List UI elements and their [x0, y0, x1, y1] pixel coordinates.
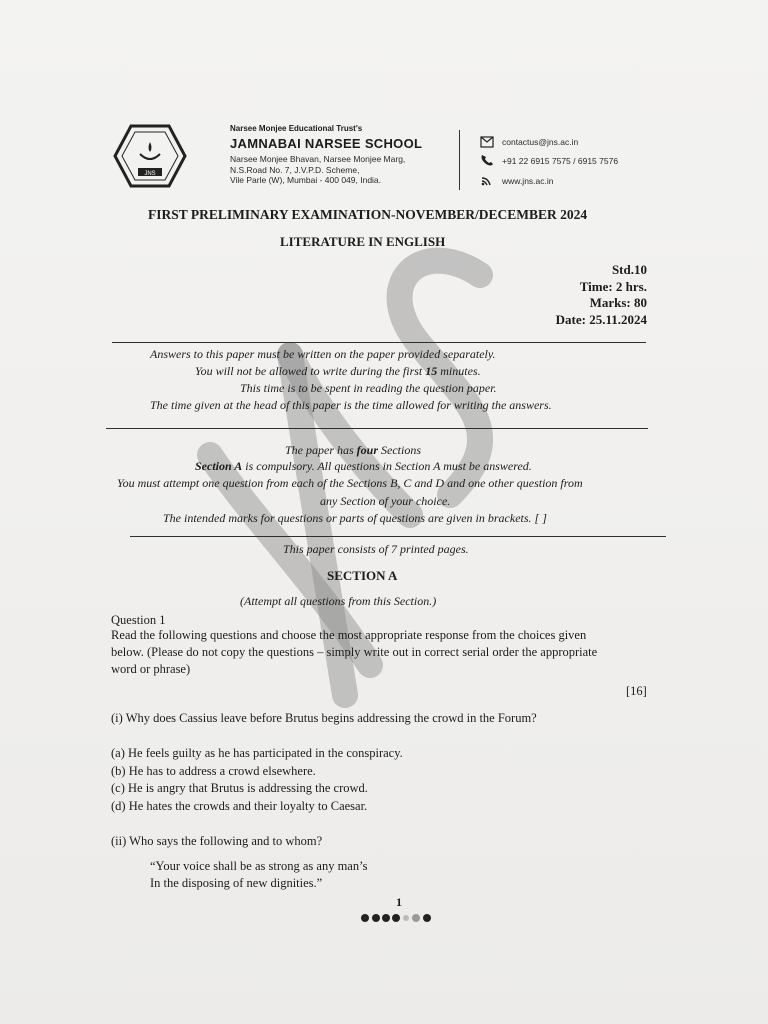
instruction-emphasis: 15 [425, 364, 438, 378]
instruction-line: Answers to this paper must be written on the paper provided separately. [150, 347, 496, 361]
trust-name: Narsee Monjee Educational Trust's [230, 124, 363, 133]
contact-phone: +91 22 6915 7575 / 6915 7576 [502, 156, 619, 166]
instruction-text: You will not be allowed to write during the first [195, 364, 426, 378]
sections-note [285, 443, 421, 458]
contact-email[interactable]: contactus@jns.ac.in [502, 137, 579, 147]
sections-note-emphasis: four [356, 443, 379, 457]
exam-marks: Marks: 80 [589, 295, 647, 310]
question-instruction: below. (Please do not copy the questions – simply write out in correct serial order the appropriate [111, 645, 598, 659]
subquestion-prompt: (i) Why does Cassius leave before Brutus begins addressing the crowd in the Forum? [111, 711, 537, 725]
divider [130, 536, 666, 537]
section-instruction: (Attempt all questions from this Section.) [240, 594, 437, 608]
address-line-3: Vile Parle (W), Mumbai - 400 049, India. [230, 175, 382, 185]
address-line-1: Narsee Monjee Bhavan, Narsee Monjee Marg, [230, 154, 406, 164]
answer-option: (d) He hates the crowds and their loyalty to Caesar. [111, 799, 368, 813]
logo-mark-text: JNS [144, 171, 156, 177]
instruction-line: This time is to be spent in reading the question paper. [240, 381, 497, 395]
sections-note-text: The paper has [285, 443, 357, 457]
web-icon [480, 174, 494, 186]
answer-option: (a) He feels guilty as he has participated in the conspiracy. [111, 746, 403, 760]
question-marks: [16] [626, 684, 647, 698]
header-divider [459, 130, 460, 190]
phone-icon [480, 154, 494, 166]
exam-date: Date: 25.11.2024 [555, 312, 647, 327]
divider [106, 428, 648, 429]
choice-note: You must attempt one question from each of the Sections B, C and D and one other question from [117, 476, 583, 490]
school-logo [113, 124, 187, 188]
marks-note: The intended marks for questions or parts of questions are given in brackets. [ ] [163, 511, 547, 525]
section-a-emphasis: Section A [195, 459, 243, 473]
quote-line: “Your voice shall be as strong as any man’s [150, 859, 368, 873]
question-instruction: word or phrase) [111, 662, 191, 676]
mail-icon [480, 136, 494, 148]
section-a-text: is compulsory. All questions in Section A must be answered. [242, 459, 532, 473]
exam-subject: LITERATURE IN ENGLISH [280, 234, 446, 249]
instruction-line: The time given at the head of this paper is the time allowed for writing the answers. [150, 398, 552, 412]
school-name: JAMNABAI NARSEE SCHOOL [230, 136, 423, 151]
question-number: Question 1 [111, 613, 166, 627]
choice-note: any Section of your choice. [320, 494, 451, 508]
instruction-line [195, 364, 481, 379]
footer-dots-ornament [360, 912, 440, 924]
answer-option: (b) He has to address a crowd elsewhere. [111, 764, 316, 778]
question-instruction: Read the following questions and choose the most appropriate response from the choices given [111, 628, 587, 642]
subquestion-prompt: (ii) Who says the following and to whom? [111, 834, 323, 848]
section-a-note [195, 459, 532, 474]
address-line-2: N.S.Road No. 7, J.V.P.D. Scheme, [230, 165, 360, 175]
quote-line: In the disposing of new dignities.” [150, 876, 323, 890]
exam-standard: Std.10 [611, 262, 647, 277]
exam-time: Time: 2 hrs. [579, 279, 647, 294]
pages-note: This paper consists of 7 printed pages. [283, 542, 469, 556]
page-number: 1 [396, 895, 402, 909]
divider [112, 342, 646, 343]
section-heading: SECTION A [327, 568, 398, 583]
instruction-text: minutes. [437, 364, 481, 378]
contact-website[interactable]: www.jns.ac.in [502, 176, 554, 186]
exam-title: FIRST PRELIMINARY EXAMINATION-NOVEMBER/DECEMBER 2024 [148, 207, 588, 222]
answer-option: (c) He is angry that Brutus is addressing the crowd. [111, 781, 368, 795]
sections-note-text: Sections [378, 443, 422, 457]
